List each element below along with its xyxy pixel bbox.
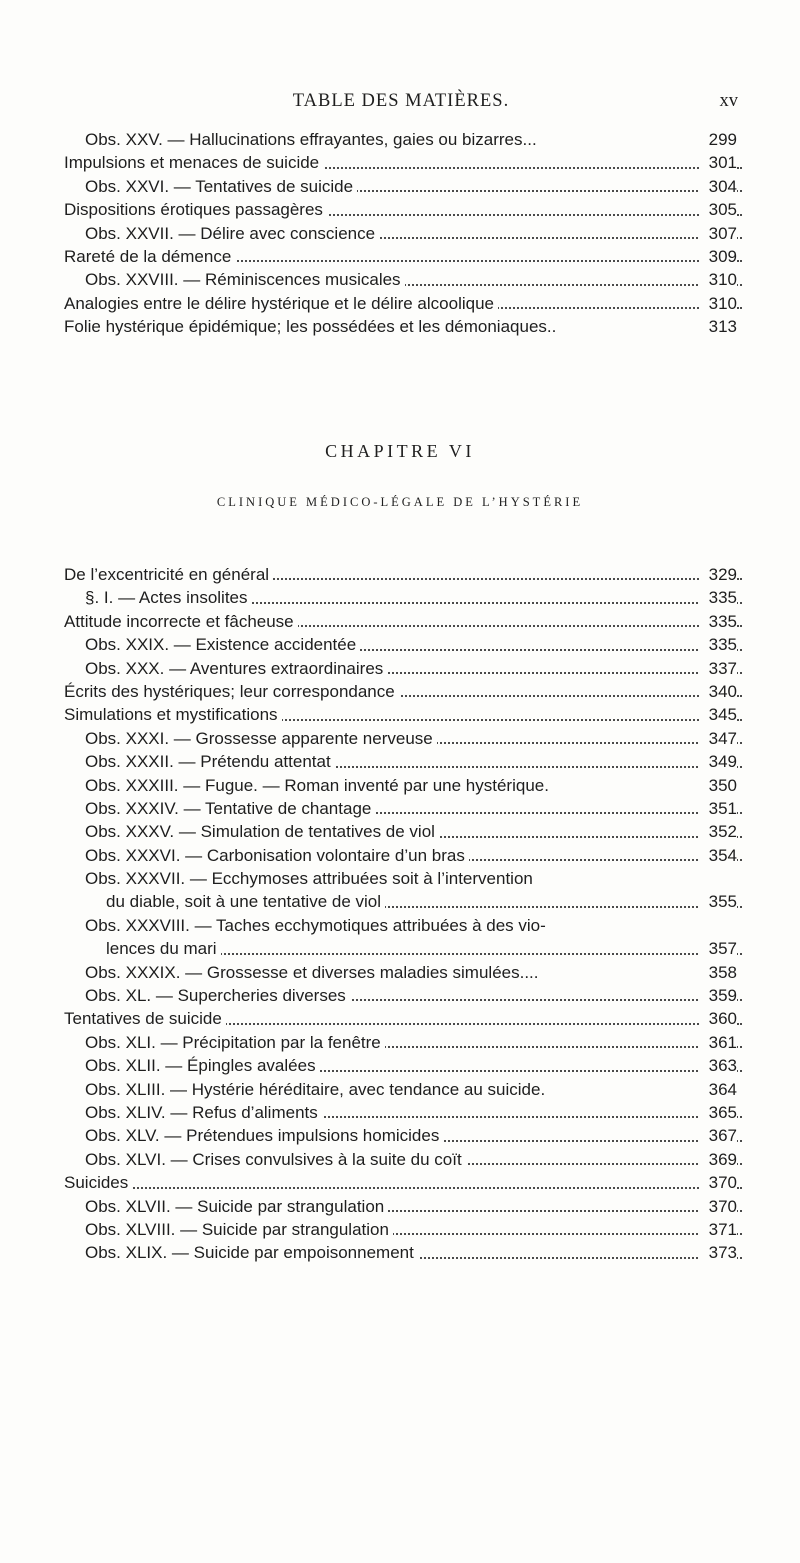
toc-entry: [0, 657, 800, 680]
toc-entry: [0, 633, 800, 656]
toc-entry: [0, 1148, 800, 1171]
toc-entry-page: 360: [699, 1007, 737, 1030]
toc-entry: [0, 1218, 800, 1241]
toc-entry-page: 363: [699, 1054, 737, 1077]
toc-entry-page: 307: [699, 222, 737, 245]
toc-entry-title: Obs. XXV. — Hallucinations effrayantes, gaies ou bizarres...: [85, 128, 541, 151]
toc-entry: [0, 1007, 800, 1030]
toc-entry-page: 357: [699, 937, 737, 960]
toc-entry-title: Obs. XXXVI. — Carbonisation volontaire d’un bras: [85, 844, 469, 867]
toc-entry: [0, 222, 800, 245]
chapter-title: CHAPITRE VI: [325, 441, 475, 461]
toc-entry-title: Obs. XLV. — Prétendues impulsions homicides: [85, 1124, 443, 1147]
toc-entry: [0, 198, 800, 221]
toc-entry-page: 361: [699, 1031, 737, 1054]
toc-entry-page: 335: [699, 610, 737, 633]
toc-entry: [0, 563, 800, 586]
toc-entry-page: 354: [699, 844, 737, 867]
toc-entry-page: 351: [699, 797, 737, 820]
toc-entry-page: 299: [699, 128, 737, 151]
toc-entry: [0, 914, 800, 937]
toc-entry: [0, 1241, 800, 1264]
toc-entry: [0, 1054, 800, 1077]
toc-entry: [0, 1101, 800, 1124]
toc-entry-continuation: [0, 890, 800, 913]
toc-entry-title: Obs. XLIV. — Refus d’aliments: [85, 1101, 322, 1124]
toc-entry: [0, 1124, 800, 1147]
toc-entry-title: Obs. XXXIII. — Fugue. — Roman inventé par une hystérique.: [85, 774, 553, 797]
toc-entry-title: Obs. XLVII. — Suicide par strangulation: [85, 1195, 388, 1218]
toc-entry-page: 350: [699, 774, 737, 797]
toc-entry-page: 345: [699, 703, 737, 726]
toc-entry-page: 301: [699, 151, 737, 174]
toc-entry-page: 313: [699, 315, 737, 338]
toc-entry: [0, 703, 800, 726]
toc-entry-title: Obs. XLIII. — Hystérie héréditaire, avec tendance au suicide.: [85, 1078, 549, 1101]
toc-entry-title: Dispositions érotiques passagères: [64, 198, 327, 221]
toc-entry-page: 340: [699, 680, 737, 703]
toc-entry-page: 358: [699, 961, 737, 984]
toc-entry-title: Obs. XXX. — Aventures extraordinaires: [85, 657, 387, 680]
toc-entry-title: Obs. XXXVII. — Ecchymoses attribuées soit à l’intervention: [85, 867, 537, 890]
running-title: TABLE DES MATIÈRES.: [292, 91, 510, 111]
toc-entry-title: Écrits des hystériques; leur correspondance: [64, 680, 399, 703]
toc-entry-page: 335: [699, 633, 737, 656]
toc-entry: [0, 774, 800, 797]
toc-entry-continuation: [0, 937, 800, 960]
toc-entry-page: 329: [699, 563, 737, 586]
toc-entry-title-continued: lences du mari: [106, 937, 221, 960]
toc-entry-title: Obs. XXXIX. — Grossesse et diverses maladies simulées....: [85, 961, 543, 984]
toc-entry: [0, 984, 800, 1007]
toc-entry-page: 305: [699, 198, 737, 221]
toc-entry-title: Impulsions et menaces de suicide: [64, 151, 323, 174]
toc-entry: [0, 586, 800, 609]
page-number: xv: [719, 91, 738, 111]
toc-entry: [0, 727, 800, 750]
toc-entry-title: Obs. XXVII. — Délire avec conscience: [85, 222, 379, 245]
toc-entry-title: Obs. XXXI. — Grossesse apparente nerveuse: [85, 727, 437, 750]
toc-entry-title: Obs. XLIX. — Suicide par empoisonnement: [85, 1241, 418, 1264]
chapter-subtitle: CLINIQUE MÉDICO-LÉGALE DE L’HYSTÉRIE: [216, 495, 584, 509]
dot-leader: [74, 1187, 742, 1189]
toc-entry-title: De l’excentricité en général: [64, 563, 273, 586]
toc-entry-title: Simulations et mystifications: [64, 703, 282, 726]
toc-entry-page: 373: [699, 1241, 737, 1264]
toc-entry: [0, 1031, 800, 1054]
toc-entry-title: Tentatives de suicide: [64, 1007, 226, 1030]
toc-entry: [0, 867, 800, 890]
toc-entry-page: 367: [699, 1124, 737, 1147]
toc-entry-page: 370: [699, 1171, 737, 1194]
toc-entry-page: 309: [699, 245, 737, 268]
toc-entry: [0, 175, 800, 198]
toc-entry-page: 352: [699, 820, 737, 843]
toc-entry-title: Obs. XXXV. — Simulation de tentatives de viol: [85, 820, 439, 843]
toc-entry-title: Suicides: [64, 1171, 132, 1194]
toc-entry-title: Obs. XXXIV. — Tentative de chantage: [85, 797, 375, 820]
toc-entry: [0, 1078, 800, 1101]
toc-entry: [0, 610, 800, 633]
toc-entry-page: 304: [699, 175, 737, 198]
toc-entry-title: Obs. XLI. — Précipitation par la fenêtre: [85, 1031, 385, 1054]
toc-entry: [0, 680, 800, 703]
toc-entry: [0, 820, 800, 843]
toc-entry: [0, 315, 800, 338]
toc-entry: [0, 1195, 800, 1218]
toc-entry-page: 310: [699, 268, 737, 291]
toc-entry: [0, 128, 800, 151]
toc-entry-title-continued: du diable, soit à une tentative de viol: [106, 890, 385, 913]
toc-entry-page: 335: [699, 586, 737, 609]
toc-entry: [0, 844, 800, 867]
toc-entry-title: Obs. XXIX. — Existence accidentée: [85, 633, 360, 656]
toc-entry: [0, 797, 800, 820]
toc-entry-title: Obs. XXXVIII. — Taches ecchymotiques attribuées à des vio-: [85, 914, 550, 937]
toc-entry-page: 365: [699, 1101, 737, 1124]
toc-entry-title: Obs. XXVI. — Tentatives de suicide: [85, 175, 357, 198]
toc-entry-title: Obs. XLVIII. — Suicide par strangulation: [85, 1218, 393, 1241]
toc-chapter-entries: [0, 563, 800, 1265]
toc-entry-title: Obs. XLVI. — Crises convulsives à la suite du coït: [85, 1148, 466, 1171]
running-head: [64, 88, 738, 114]
toc-entry-page: 337: [699, 657, 737, 680]
toc-entry-title: Rareté de la démence: [64, 245, 235, 268]
toc-entry: [0, 1171, 800, 1194]
toc-entry-title: Obs. XXXII. — Prétendu attentat: [85, 750, 335, 773]
toc-entry-page: 369: [699, 1148, 737, 1171]
toc-entry-title: Folie hystérique épidémique; les possédées et les démoniaques..: [64, 315, 560, 338]
toc-entry-page: 355: [699, 890, 737, 913]
toc-entry: [0, 151, 800, 174]
toc-entry: [0, 750, 800, 773]
toc-entry-page: 359: [699, 984, 737, 1007]
toc-entry-title: Obs. XL. — Supercheries diverses: [85, 984, 350, 1007]
toc-section-before: [0, 128, 800, 339]
toc-entry-title: §. I. — Actes insolites: [85, 586, 252, 609]
toc-entry: [0, 292, 800, 315]
toc-entry: [0, 268, 800, 291]
toc-entry-page: 310: [699, 292, 737, 315]
toc-entry-title: Analogies entre le délire hystérique et le délire alcoolique: [64, 292, 498, 315]
toc-entry-title: Attitude incorrecte et fâcheuse: [64, 610, 298, 633]
toc-entry: [0, 961, 800, 984]
toc-entry: [0, 245, 800, 268]
toc-entry-page: 364: [699, 1078, 737, 1101]
toc-entry-title: Obs. XXVIII. — Réminiscences musicales: [85, 268, 405, 291]
toc-entry-page: 347: [699, 727, 737, 750]
toc-entry-page: 370: [699, 1195, 737, 1218]
toc-entry-page: 349: [699, 750, 737, 773]
toc-entry-page: 371: [699, 1218, 737, 1241]
toc-entry-title: Obs. XLII. — Épingles avalées: [85, 1054, 320, 1077]
